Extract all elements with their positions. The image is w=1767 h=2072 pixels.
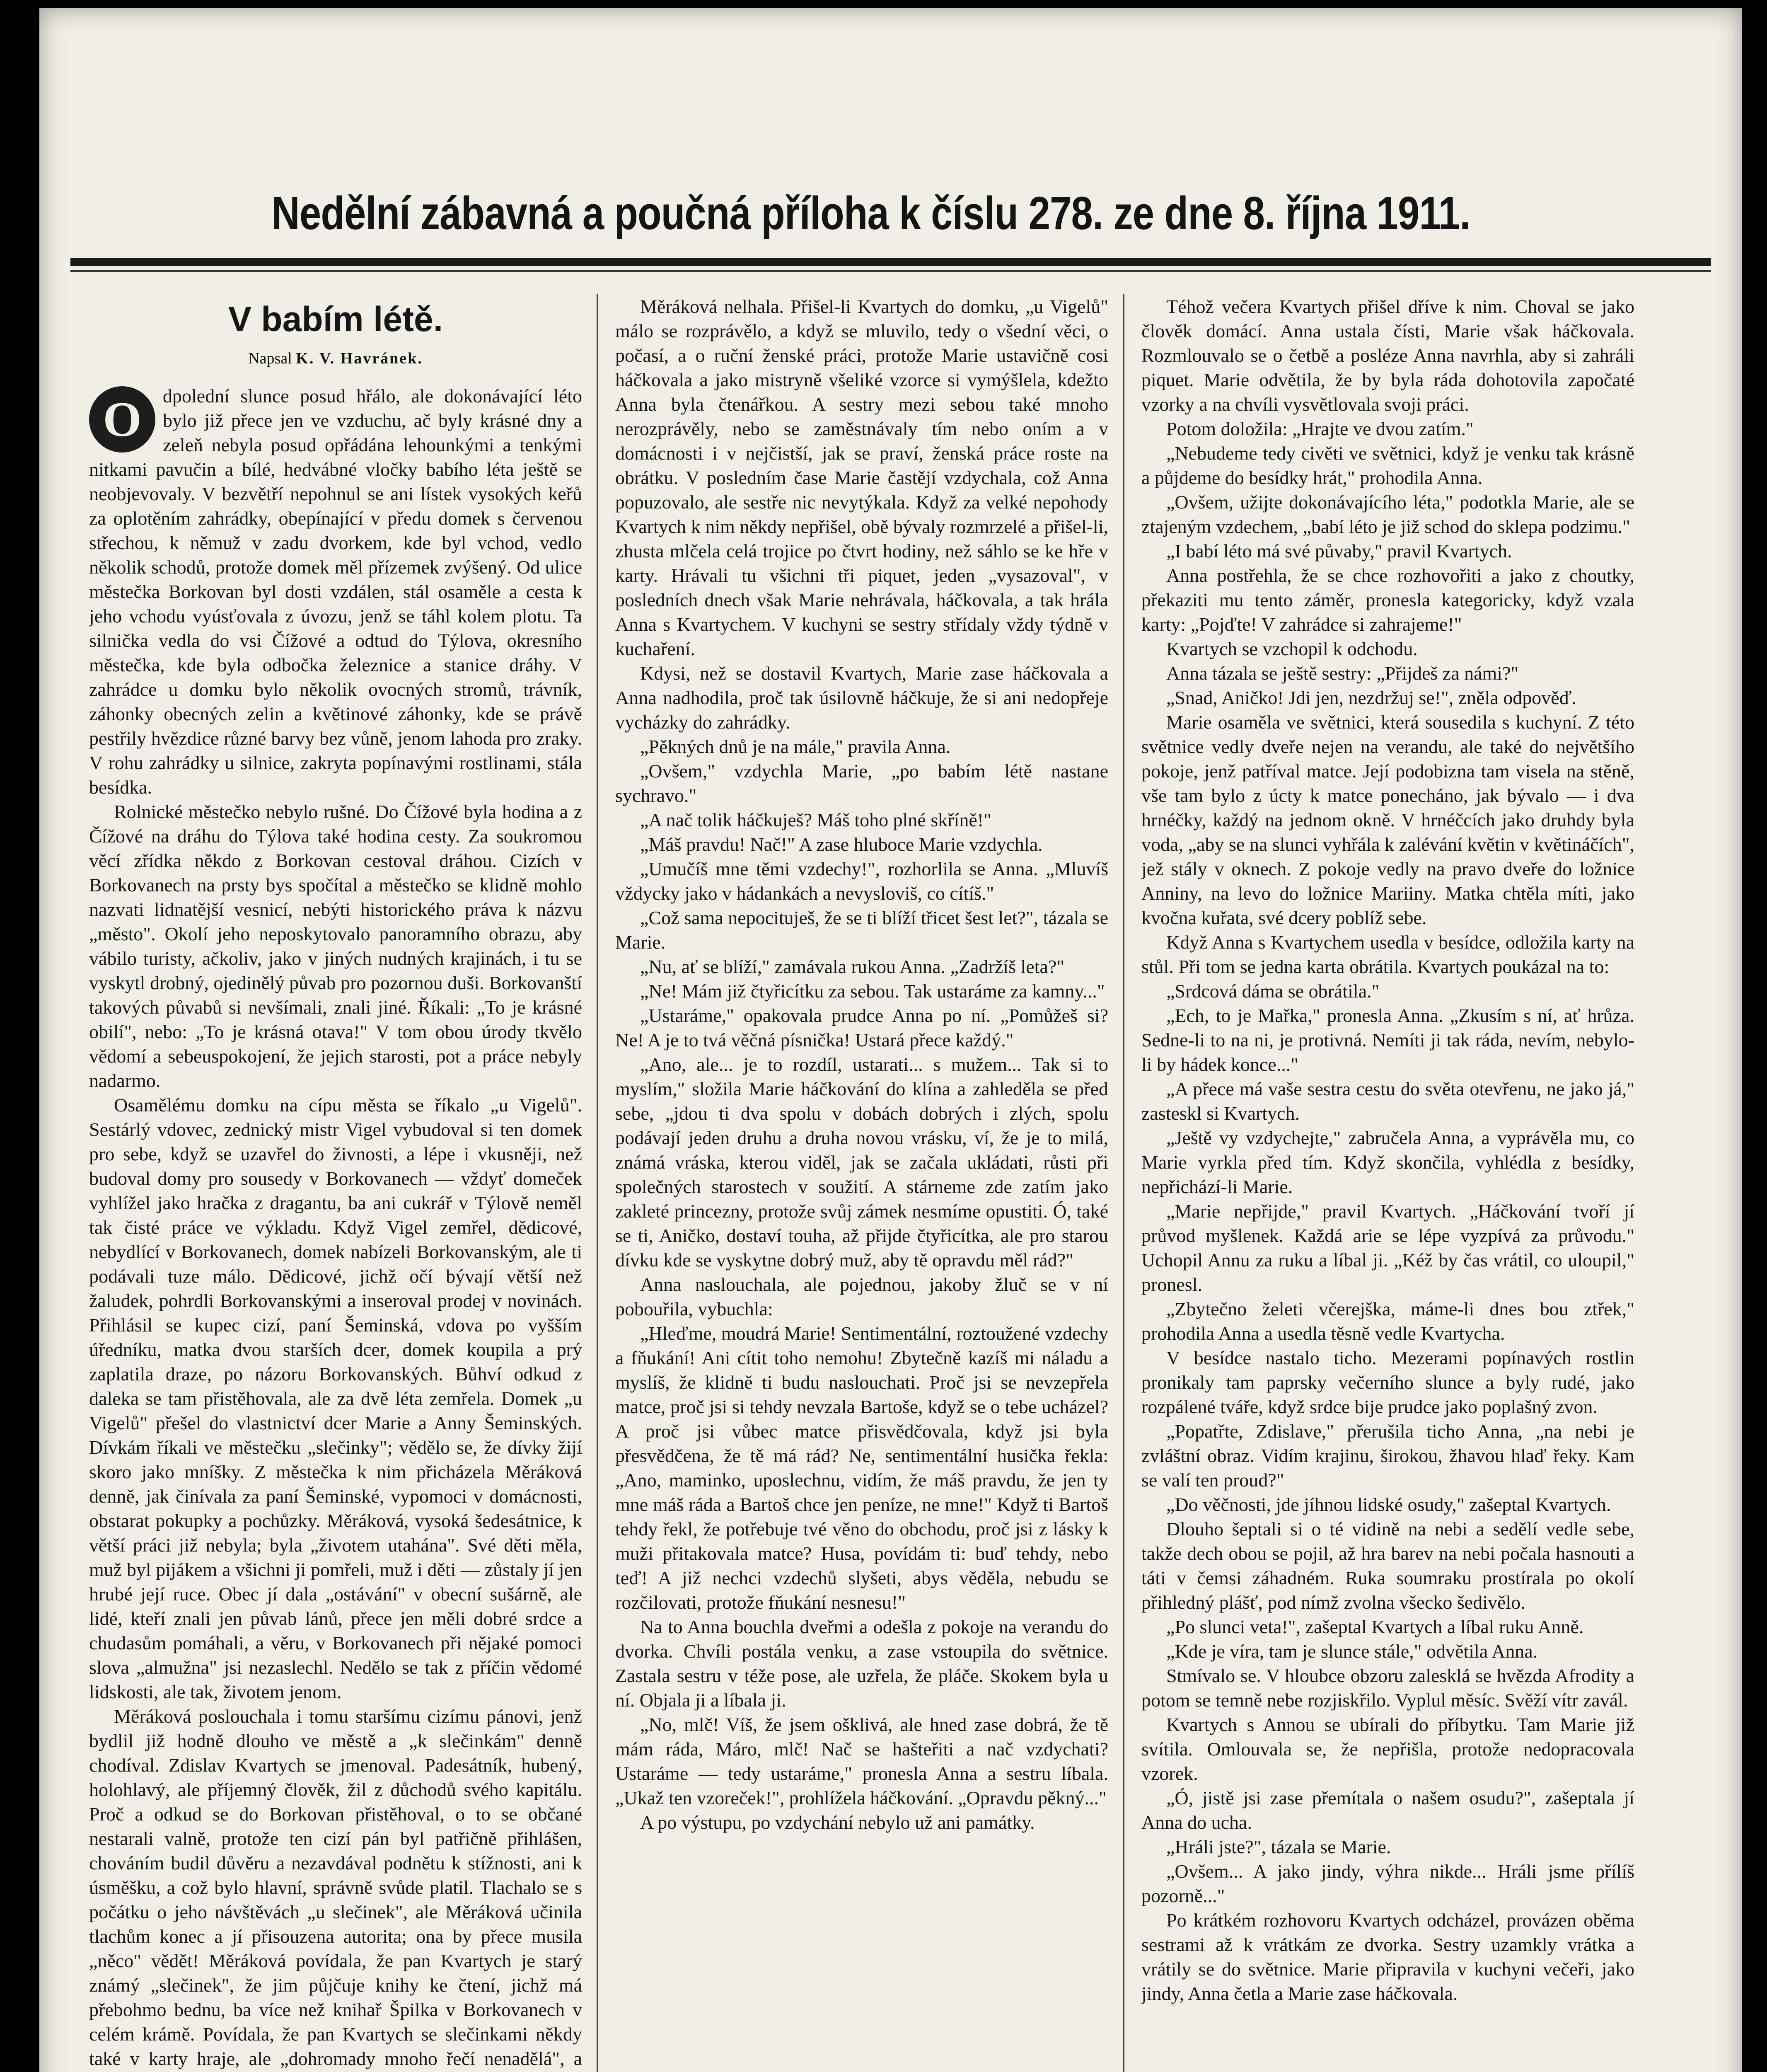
paragraph: „Ovšem, užijte dokonávajícího léta," podotkla Marie, ale se ztajeným vzdechem, „babí léto je již schod do sklepa podzimu.": [1141, 491, 1634, 537]
paragraph: „Popatřte, Zdislave," přerušila ticho Anna, „na nebi je zvláštní obraz. Vidím krajinu, širokou, žhavou hlaď řeky. Kam se valí ten proud?": [1141, 1421, 1634, 1491]
paragraph: „Srdcová dáma se obrátila.": [1166, 980, 1380, 1002]
paragraph: „Marie nepřijde," pravil Kvartych. „Háčkování tvoří jí průvod myšlenek. Každá arie se lépe vyzpívá za průvodu." Uchopil Annu za ruku a líbal ji. „Kéž by čas vrátil, co uloupil," pronesl.: [1141, 1201, 1634, 1295]
paragraph: „Pěkných dnů je na mále," pravila Anna.: [640, 736, 951, 757]
story-title: V babím létě.: [228, 300, 443, 339]
paragraph: Osamělému domku na cípu města se říkalo „u Vigelů". Sestárlý vdovec, zednický mistr Vigel vybudoval si ten domek pro sebe, když se uzavřel do živnosti, a lépe i vkusněji, než budoval domy pro sousedy v Borkovanech — vždyť domeček vyhlížel jako hračka z dragantu, ba ani cukrář v Týlově neměl tak čisté práce ve výkladu. Když Vigel zemřel, dědicové, nebydlící v Borkovanech, domek nabízeli Borkovanským, ale ti podávali tuze málo. Dědicové, jichž očí bývají větší než žaludek, pohrdli Borkovanskými a inseroval prodej v novinách. Přihlásil se kupec cizí, paní Šeminská, vdova po vyšším úředníku, matka dvou starších dcer, domek koupila a prý zaplatila draze, po názoru Borkovanských. Bůhví odkud z daleka se tam přistěhovala, ale za dvě léta zemřela. Domek „u Vigelů" přešel do vlastnictví dcer Marie a Anny Šeminských. Dívkám říkali ve městečku „slečinky"; vědělo se, že dívky žijí skoro jako mníšky. Z městečka k nim přicházela Měráková denně, jak činívala za paní Šeminské, vypomoci v domácnosti, obstarat pokupky a pochůzky. Měráková, vysoká šedesátnice, k větší práci již nebyla; byla „životem utahána". Své děti měla, muž byl pijákem a všichni ji pomřeli, muž i děti — zůstaly jí jen hrubé její ruce. Obec jí dala „ostávání" v obecní sušárně, ale lidé, kteří znali jen půvab lánů, přece jen měli dobré srdce a chudasům pomáhali, a věru, v Borkovanech při nějaké pomoci slova „almužna" jsi nezaslechl. Nedělo se tak z příčin vědomé lidskosti, ale tak, životem jenom.: [89, 1094, 582, 1702]
paragraph: „A přece má vaše sestra cestu do světa otevřenu, ne jako já," zasteskl si Kvartych.: [1141, 1078, 1634, 1124]
paragraph: A po výstupu, po vzdychání nebylo už ani památky.: [640, 1812, 1035, 1833]
paragraph: „Což sama nepocituješ, že se ti blíží třicet šest let?", tázala se Marie.: [615, 907, 1108, 953]
paragraph: Kvartych se vzchopil k odchodu.: [1166, 638, 1418, 659]
paragraph: Měráková poslouchala i tomu staršímu cizímu pánovi, jenž bydlil již hodně dlouho ve městě a „k slečinkám" denně chodíval. Zdislav Kvartych se jmenoval. Padesátník, hubený, holohlavý, ale příjemný člověk, žil z důchodů svého kapitálu. Proč a odkud se do Borkovan přistěhoval, o to se občané nestarali valně, protože ten cizí pán byl patřičně přihlášen, chováním budil důvěru a nezavdával podnětu k stížnosti, ani k úsměšku, a což bylo hlavní, správně svůde platil. Tlachalo se s počátku o jeho návštěvách „u slečinek", ale Měráková učinila tlachům konec a jí přisouzena autorita; ona by přece musila „něco" vědět! Měráková povídala, že pan Kvartych je starý známý „slečinek", že jim půjčuje knihy ke čtení, jichž má přebohmo bednu, ba více než knihař Špilka v Borkovanech v celém krámě. Povídala, že pan Kvartych se slečinkami někdy také v karty hraje, ale „dohromady mnoho řečí nenadělá", a: [89, 1706, 582, 2069]
paragraph: „Nu, ať se blíží," zamávala rukou Anna. „Zadržíš leta?": [640, 956, 1065, 977]
column-divider: [597, 294, 598, 2072]
header-rule: [70, 258, 1711, 266]
paragraph: „Kde je víra, tam je slunce stále," odvětila Anna.: [1166, 1641, 1538, 1662]
newspaper-page: [39, 8, 1742, 2072]
paragraph: Dlouho šeptali si o té vidině na nebi a sedělí vedle sebe, takže dech obou se pojil, až hra barev na nebi počala hasnouti a táti v čemsi záhadném. Ruka soumraku prostírala po okolí přihledný plášť, pod nímž zvolna všecko šedivělo.: [1141, 1518, 1634, 1613]
paragraph: Potom doložila: „Hrajte ve dvou zatím.": [1166, 418, 1474, 439]
header-rule-thin: [70, 270, 1711, 272]
paragraph: „Do věčnosti, jde jíhnou lidské osudy," zašeptal Kvartych.: [1166, 1494, 1611, 1515]
paragraph: Měráková nelhala. Přišel-li Kvartych do domku, „u Vigelů" málo se rozprávělo, a když se mluvilo, tedy o všední věci, o počasí, a o ruční ženské práci, protože Marie ustavičně cosi háčkovala a jako mistryně všeliké vzorce si vymýšlela, kdežto Anna byla čtenářkou. A sestry mezi sebou také mnoho nerozprávěly, nebo se zaměstnávaly tím nebo oním a v domácnosti i v nejčistší, jak se praví, ženská práce roste na obrátku. V posledním čase Marie častějí vzdychala, což Anna popuzovalo, ale sestře nic nevytýkala. Když za velké nepohody Kvartych k nim někdy nepřišel, obě bývaly rozmrzelé a přišel-li, zhusta mlčela celá trojice po čtvrt hodiny, než sáhlo se ke hře v karty. Hrávali tu všichni tři piquet, jeden „vysazoval", v posledních dnech však Marie nehrávala, háčkovala, a tak hrála Anna s Kvartychem. V kuchyni se sestry střídaly vždy týdně v kuchaření.: [615, 296, 1108, 659]
dropcap-initial: O: [89, 386, 155, 453]
paragraph: „Ech, to je Mařka," pronesla Anna. „Zkusím s ní, ať hrůza. Sedne-li to na ni, je protivná. Nemíti ji tak ráda, nevím, nebylo-li by hádek konce...": [1141, 1005, 1634, 1075]
paragraph: Po krátkém rozhovoru Kvartych odcházel, provázen oběma sestrami až k vrátkám ze dvorka. Sestry uzamkly vrátka a vrátily se do světnice. Marie připravila v kuchyni večeři, jako jindy, Anna četla a Marie zase háčkovala.: [1141, 1910, 1634, 2004]
paragraph: Téhož večera Kvartych přišel dříve k nim. Choval se jako člověk domácí. Anna ustala čísti, Marie však háčkovala. Rozmlouvalo se o četbě a posléze Anna navrhla, aby si zahráli piquet. Marie odvětila, že by byla ráda dohotovila započaté vzorky a na chvíli vysvětlovala svoji práci.: [1141, 296, 1634, 415]
column-2-body: [615, 294, 1108, 1835]
paragraph: „I babí léto má své půvaby," pravil Kvartych.: [1166, 540, 1512, 562]
paragraph: „Hráli jste?", tázala se Marie.: [1166, 1836, 1391, 1857]
paragraph: Marie osaměla ve světnici, která sousedila s kuchyní. Z této světnice vedly dveře nejen na verandu, ale také do největšího pokoje, jenž patříval matce. Její podobizna tam visela na stěně, vše tam bylo z úcty k matce ponecháno, jak bývalo — i dva hrnéčky, každý na jednom okně. V hrnéčcích jako druhdy byla voda, „aby se na slunci vyhřála k zalévání květin v květináčích", jež stály v oknech. Z pokoje vedly na pravo dveře do ložnice Anniny, na levo do ložnice Mariiny. Matka chtěla míti, jako kvočna kuřata, své dcery poblíž sebe.: [1141, 712, 1634, 928]
text-column-3: [1141, 294, 1634, 2072]
text-column-2: [615, 294, 1108, 2072]
paragraph: „No, mlč! Víš, že jsem ošklivá, ale hned zase dobrá, že tě mám ráda, Máro, mlč! Nač se hašteřiti a nač vzdychati? Ustaráme — tedy ustaráme," pronesla Anna a sestru líbala. „Ukaž ten vzoreček!", prohlížela háčkování. „Opravdu pěkný...": [615, 1714, 1108, 1808]
paragraph: Kvartych s Annou se ubírali do příbytku. Tam Marie již svítila. Omlouvala se, že nepřišla, protože nedopracovala vzorek.: [1141, 1714, 1634, 1784]
paragraph: Na to Anna bouchla dveřmi a odešla z pokoje na verandu do dvorka. Chvíli postála venku, a zase vstoupila do světnice. Zastala sestru v téže pose, ale uzřela, že pláče. Skokem byla u ní. Objala ji a líbala ji.: [615, 1616, 1108, 1711]
paragraph: „Ne! Mám již čtyřicítku za sebou. Tak ustaráme za kamny...": [640, 980, 1105, 1002]
paragraph: „Ovšem," vzdychla Marie, „po babím létě nastane sychravo.": [615, 760, 1108, 806]
paragraph: „Po slunci veta!", zašeptal Kvartych a líbal ruku Anně.: [1166, 1616, 1584, 1637]
column-divider: [1123, 294, 1124, 2072]
paragraph: „Snad, Aničko! Jdi jen, nezdržuj se!", zněla odpověď.: [1166, 687, 1576, 708]
paragraph: V besídce nastalo ticho. Mezerami popínavých rostlin pronikaly tam paprsky večerního slunce a byly rudé, jako rozpálené tváře, když srdce bije prudce jako poplašný zvon.: [1141, 1347, 1634, 1417]
paragraph: Anna tázala se ještě sestry: „Přijdeš za námi?": [1166, 663, 1519, 684]
paragraph: „A nač tolik háčkuješ? Máš toho plné skříně!": [640, 809, 991, 830]
paragraph: „Hleďme, moudrá Marie! Sentimentální, roztoužené vzdechy a fňukání! Ani cítit toho nemohu! Zbytečně kazíš mi náladu a myslíš, že klidně ti budu naslouchati. Proč jsi se nevzepřela matce, proč jsi si tehdy nevzala Bartoše, když se o tebe ucházel? A proč jsi vůbec matce přisvědčovala, když jsi byla přesvědčena, že tě má rád? Ne, sentimentální husička řekla: „Ano, maminko, uposlechnu, vidím, že máš pravdu, že jen ty mne máš ráda a Bartoš chce jen peníze, ne mne!" Když ti Bartoš tehdy řekl, že potřebuje tvé věno do obchodu, proč jsi z lásky k muži přitakovala matce? Husa, povídám ti: buď tehdy, nebo teď! A již nechci vzdechů slyšeti, abys věděla, nebudu se rozčilovati, protože fňukání nesnesu!": [615, 1323, 1108, 1613]
paragraph: Když Anna s Kvartychem usedla v besídce, odložila karty na stůl. Při tom se jedna karta obrátila. Kvartych poukázal na to:: [1141, 932, 1634, 977]
author-name: K. V. Havránek.: [296, 350, 423, 367]
paragraph: „Ustaráme," opakovala prudce Anna po ní. „Pomůžeš si? Ne! A je to tvá věčná písnička! Ustará přece každý.": [615, 1005, 1108, 1051]
opening-paragraph: [89, 384, 582, 799]
paragraph: „Umučíš mne těmi vzdechy!", rozhorlila se Anna. „Mluvíš vždycky jako v hádankách a nevysloviš, co cítíš.": [615, 858, 1108, 904]
byline-prefix: Napsal: [248, 350, 292, 367]
supplement-masthead: Nedělní zábavná a poučná příloha k číslu 278. ze dne 8. října 1911.: [271, 187, 1470, 239]
paragraph: „Nebudeme tedy civěti ve světnici, když je venku tak krásně a půjdeme do besídky hrát," prohodila Anna.: [1141, 443, 1634, 488]
paragraph: „Ovšem... A jako jindy, výhra nikde... Hráli jsme přílíš pozorně...": [1141, 1861, 1634, 1906]
paragraph: „Ještě vy vzdychejte," zabručela Anna, a vyprávěla mu, co Marie vyrkla před tím. Když skončila, vyhlédla z besídky, nepřichází-li Marie.: [1141, 1127, 1634, 1197]
paragraph: „Máš pravdu! Nač!" A zase hluboce Marie vzdychla.: [640, 834, 1043, 855]
column-1-body: [89, 799, 582, 2072]
paragraph: Kdysi, než se dostavil Kvartych, Marie zase háčkovala a Anna nadhodila, proč tak úsilovně háčkuje, že si ani nedopřeje vycházky do zahrádky.: [615, 663, 1108, 733]
byline: [89, 348, 582, 369]
paragraph: Stmívalo se. V hloubce obzoru zalesklá se hvězda Afrodity a potom se temně nebe rozjiskřilo. Vyplul měsíc. Svěží vítr zavál.: [1141, 1665, 1634, 1711]
text-column-1: [89, 294, 582, 2072]
paragraph: „Ano, ale... je to rozdíl, ustarati... s mužem... Tak si to myslím," složila Marie háčkování do klína a zahleděla se před sebe, „jdou ti dva spolu v dobách dobrých i zlých, spolu podávají jeden druhu a druha novou vrásku, ví, že je to milá, známá vráska, kterou viděl, jak se začala ukládati, růsti při společných starostech v soužití. A stárneme zde zatím jako zakleté princezny, protože svůj zámek nesmíme opustiti. Ó, také se ti, Aničko, dostaví touha, až přijde čtyřicítka, ale pro starou dívku kde se vyskytne dobrý muž, aby tě opravdu měl rád?": [615, 1054, 1108, 1271]
paragraph: „Ó, jistě jsi zase přemítala o našem osudu?", zašeptala jí Anna do ucha.: [1141, 1787, 1634, 1833]
paragraph: Anna naslouchala, ale pojednou, jakoby žluč se v ní pobouřila, vybuchla:: [615, 1274, 1108, 1319]
paragraph: „Zbytečno želeti včerejška, máme-li dnes bou ztřek," prohodila Anna a usedla těsně vedle Kvartycha.: [1141, 1298, 1634, 1344]
paragraph: Rolnické městečko nebylo rušné. Do Čížové byla hodina a z Čížové na dráhu do Týlova také hodina cesty. Za soukromou věcí zřídka někdo z Borkovan cestoval dráhou. Cizích v Borkovanech na prsty bys spočítal a městečko se klidně mohlo nazvati lidnatější vesnicí, nebýti historického práva k názvu „město". Okolí jeho neposkytovalo panoramního obrazu, aby vábilo turisty, ačkoliv, jako v jiných nudných krajinách, i tu se vyskytl drobný, ojedinělý půvab pro pozornou duši. Borkovanští takových půvabů si nevšímali, znali jiné. Říkali: „To je krásné obilí", nebo: „To je krásná otava!" V tom obou úrody tkvělo vědomí a sebeuspokojení, že jejich starosti, pot a práce nebyly nadarmo.: [89, 801, 582, 1091]
paragraph: Anna postřehla, že se chce rozhovořiti a jako z choutky, překaziti mu tento záměr, pronesla kategoricky, když vzala karty: „Pojďte! V zahrádce si zahrajeme!": [1141, 565, 1634, 635]
column-3-body: [1141, 294, 1634, 2006]
paragraph: dpolední slunce posud hřálo, ale dokonávající léto bylo již přece jen ve vzduchu, ač byly krásné dny a zeleň nebyla posud opřádána lehounkými a tenkými nitkami pavučin a bílé, hedvábné vločky babího léta ještě se neobjevovaly. V bezvětří nepohnul se ani lístek vysokých keřů za oplotěním zahrádky, obepínající v předu domek s červenou střechou, k němuž v zadu dvorkem, kde byl vchod, vedlo několik schodů, protože domek měl přízemek zvýšený. Od ulice městečka Borkovan byl dosti vzdálen, stál osaměle a cesta k jeho vchodu vyúsťovala z úvozu, jenž se táhl kolem plotu. Ta silnička vedla do vsi Čížové a odtud do Týlova, okresního městečka, kde byla odbočka železnice a stanice dráhy. V zahrádce u domku bylo několik ovocných stromů, trávník, záhonky obecných zelin a květinové záhonky, kde se právě pestřily hvězdice různé barvy bez vůně, jenom lahoda pro zraky. V rohu zahrádky u silnice, zakryta popínavými rostlinami, stála besídka.: [89, 385, 582, 798]
